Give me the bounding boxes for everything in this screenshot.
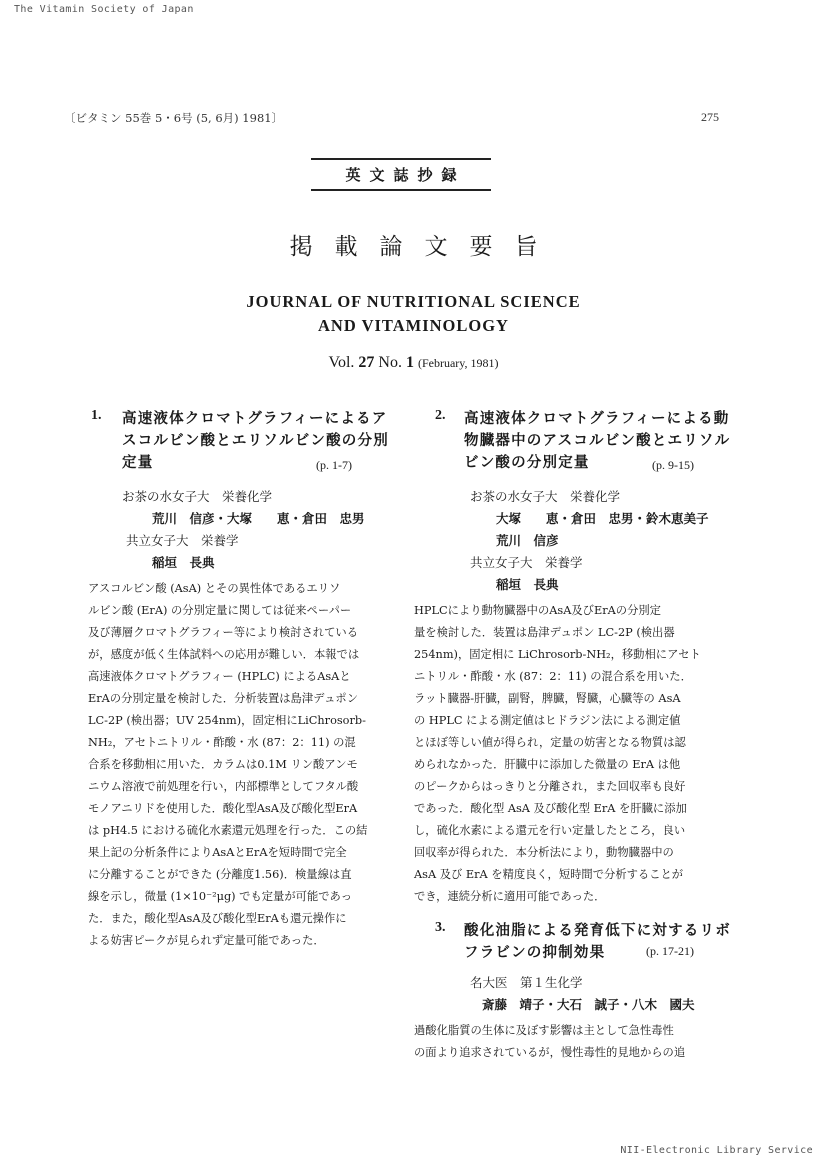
abstract-line: ニウム溶液で前処理を行い，内部標準としてフタル酸 bbox=[88, 780, 359, 793]
abstract-line: た．また，酸化型AsA及び酸化型ErAも還元操作に bbox=[88, 912, 347, 925]
authors: 大塚 恵・倉田 忠男・鈴木恵美子 bbox=[496, 511, 709, 526]
abstract-line: められなかった．肝臓中に添加した微量の ErA は他 bbox=[414, 758, 681, 771]
article-abstract bbox=[414, 1020, 730, 1064]
page-number: 275 bbox=[701, 110, 719, 124]
authors: 稲垣 長典 bbox=[152, 555, 215, 570]
abstract-line: 回収率が得られた．本分析法により，動物臓器中の bbox=[414, 846, 674, 859]
article-title bbox=[122, 408, 422, 474]
section-heading-box bbox=[311, 158, 491, 191]
volume-label: Vol. bbox=[328, 354, 355, 371]
article-pages: (p. 9-15) bbox=[652, 458, 694, 472]
issue-label: No. bbox=[378, 354, 402, 371]
abstract-line: モノアニリドを使用した．酸化型AsA及び酸化型ErA bbox=[88, 802, 358, 815]
affiliation: 名大医 第１生化学 bbox=[470, 975, 583, 990]
title-line: 定量 bbox=[122, 454, 154, 471]
abstract-line: 線を示し，微量 (1×10⁻²μg) でも定量が可能であっ bbox=[88, 890, 353, 903]
abstract-line: ルビン酸 (ErA) の分別定量に関しては従来ペーパー bbox=[88, 604, 352, 617]
abstract-line: とほぼ等しい値が得られ，定量の妨害となる物質は認 bbox=[414, 736, 686, 749]
authors: 荒川 信彦・大塚 恵・倉田 忠男 bbox=[152, 511, 365, 526]
abstract-line: HPLCにより動物臓器中のAsA及びErAの分別定 bbox=[414, 604, 661, 617]
authors: 稲垣 長典 bbox=[496, 577, 559, 592]
title-line: 酸化油脂による発育低下に対するリボ bbox=[464, 922, 731, 939]
abstract-line: 過酸化脂質の生体に及ぼす影響は主として急性毒性 bbox=[414, 1024, 674, 1037]
abstract-line: 及び薄層クロマトグラフィー等により検討されている bbox=[88, 626, 358, 639]
issue-date: (February, 1981) bbox=[417, 356, 499, 370]
abstract-line: のピークからはっきりと分離され，また回収率も良好 bbox=[414, 780, 686, 793]
article-number: 3. bbox=[435, 920, 446, 935]
abstract-line: LC-2P (検出器；UV 254nm)，固定相にLiChrosorb- bbox=[88, 714, 366, 727]
affiliation: 共立女子大 栄養学 bbox=[470, 555, 583, 570]
title-line: フラビンの抑制効果 bbox=[464, 944, 606, 961]
running-head: 〔ビタミン 55巻 5・6号 (5, 6月) 1981〕 bbox=[64, 111, 284, 125]
section-heading: 英文誌抄録 bbox=[345, 166, 466, 184]
abstract-line: し，硫化水素による還元を行い定量したところ，良い bbox=[414, 824, 686, 837]
volume-line bbox=[0, 354, 827, 372]
abstract-line: 合系を移動相に用いた．カラムは0.1M リン酸アンモ bbox=[88, 758, 358, 771]
abstract-line: ErAの分別定量を検討した．分析装置は島津デュポン bbox=[88, 692, 358, 705]
abstract-line: 254nm)，固定相に LiChrosorb-NH₂，移動相にアセト bbox=[414, 648, 701, 661]
journal-title-line-2: AND VITAMINOLOGY bbox=[318, 316, 509, 335]
article-number: 2. bbox=[435, 408, 446, 423]
article-title bbox=[464, 408, 764, 474]
abstract-line: AsA 及び ErA を精度良く，短時間で分析することが bbox=[414, 868, 684, 881]
article-title bbox=[464, 920, 764, 964]
abstract-line: でき，連続分析に適用可能であった． bbox=[414, 890, 606, 903]
journal-title-line-1: JOURNAL OF NUTRITIONAL SCIENCE bbox=[246, 292, 581, 311]
watermark-top: The Vitamin Society of Japan bbox=[14, 4, 194, 15]
abstract-line: ラット臓器-肝臓，副腎，脾臓，腎臓，心臓等の AsA bbox=[414, 692, 681, 705]
abstract-line: 量を検討した．装置は島津デュポン LC-2P (検出器 bbox=[414, 626, 675, 639]
title-line: 高速液体クロマトグラフィーによるア bbox=[122, 410, 388, 427]
article-pages: (p. 1-7) bbox=[316, 458, 352, 472]
watermark-bottom: NII-Electronic Library Service bbox=[620, 1145, 813, 1156]
volume-number: 27 bbox=[358, 354, 375, 371]
affiliation: 共立女子大 栄養学 bbox=[126, 533, 239, 548]
abstract-line: ニトリル・酢酸・水 (87：2：11) の混合系を用いた． bbox=[414, 670, 692, 683]
affiliation: お茶の水女子大 栄養化学 bbox=[122, 489, 273, 504]
abstract-line: であった．酸化型 AsA 及び酸化型 ErA を肝臓に添加 bbox=[414, 802, 687, 815]
article-abstract bbox=[414, 600, 730, 908]
abstract-line: が，感度が低く生体試料への応用が難しい．本報では bbox=[88, 648, 360, 661]
abstract-line: の HPLC による測定値はヒドラジン法による測定値 bbox=[414, 714, 681, 727]
affiliation: お茶の水女子大 栄養化学 bbox=[470, 489, 621, 504]
authors: 荒川 信彦 bbox=[496, 533, 559, 548]
title-line: 物臓器中のアスコルビン酸とエリソル bbox=[464, 432, 731, 449]
title-line: ビン酸の分別定量 bbox=[464, 454, 590, 471]
abstract-line: の面より追求されているが，慢性毒性的見地からの追 bbox=[414, 1046, 686, 1059]
main-title: 掲載論文要旨 bbox=[289, 234, 560, 260]
abstract-line: は pH4.5 における硫化水素還元処理を行った．この結 bbox=[88, 824, 368, 837]
abstract-line: アスコルビン酸 (AsA) とその異性体であるエリソ bbox=[88, 582, 341, 595]
article-pages: (p. 17-21) bbox=[646, 944, 694, 958]
abstract-line: に分離することができた (分離度1.56)．検量線は直 bbox=[88, 868, 352, 881]
title-line: スコルビン酸とエリソルビン酸の分別 bbox=[122, 432, 389, 449]
abstract-line: NH₂，アセトニトリル・酢酸・水 (87：2：11) の混 bbox=[88, 736, 356, 749]
abstract-line: よる妨害ピークが見られず定量可能であった． bbox=[88, 934, 325, 947]
abstract-line: 果上記の分析条件によりAsAとErAを短時間で完全 bbox=[88, 846, 347, 859]
article-number: 1. bbox=[91, 408, 102, 423]
title-line: 高速液体クロマトグラフィーによる動 bbox=[464, 410, 730, 427]
abstract-line: 高速液体クロマトグラフィー (HPLC) によるAsAと bbox=[88, 670, 351, 683]
article-abstract bbox=[88, 578, 391, 952]
authors: 斎藤 靖子・大石 誠子・八木 國夫 bbox=[482, 997, 695, 1012]
issue-number: 1 bbox=[405, 354, 414, 371]
